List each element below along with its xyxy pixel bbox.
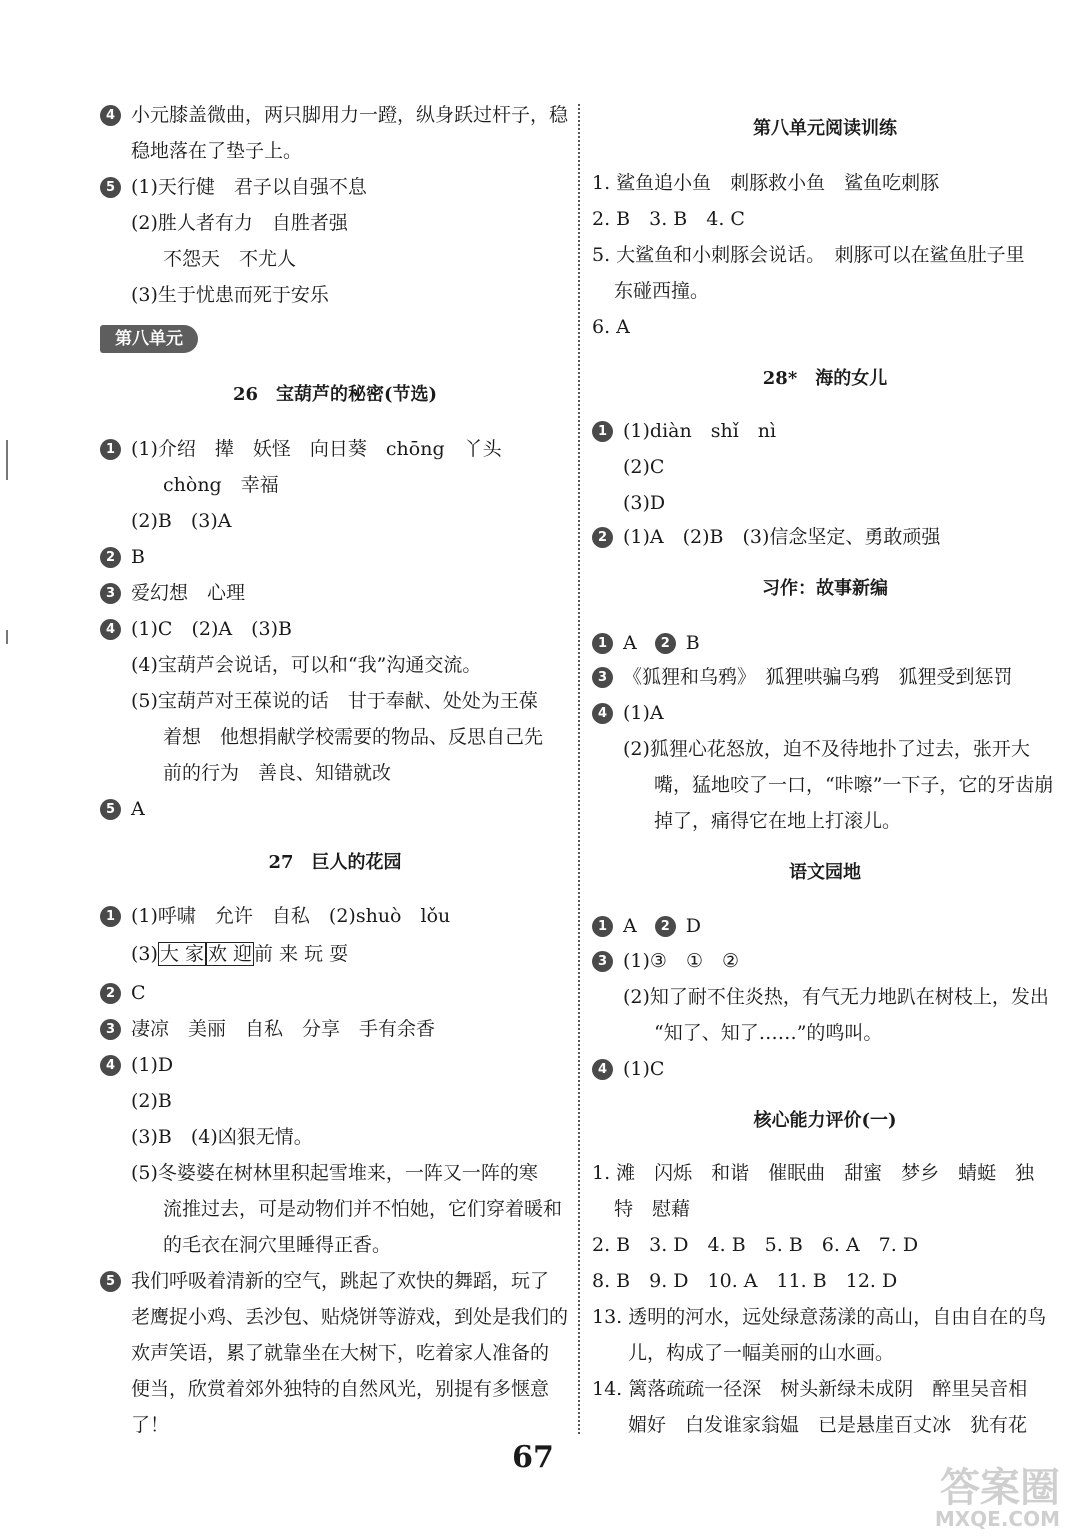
- unit-badge: 第八单元: [100, 325, 198, 353]
- column-divider: [578, 104, 580, 1434]
- binding-mark: [6, 440, 8, 480]
- answer-line: 1 A 2 D: [592, 913, 701, 939]
- watermark-url: MXQE.COM: [934, 1507, 1060, 1531]
- question-marker: 1: [592, 633, 613, 654]
- section-title: 26 宝葫芦的秘密(节选): [232, 384, 438, 405]
- answer-line: 1 A 2 B: [592, 630, 700, 656]
- question-marker: 3: [100, 1019, 121, 1040]
- question-marker: 3: [100, 583, 121, 604]
- boxed-word: 欢 迎: [207, 943, 253, 965]
- answer-line: 掉了，痛得它在地上打滚儿。: [654, 810, 902, 832]
- answer-line: 4 (1)C: [592, 1056, 664, 1082]
- answer-line: (2)B (3)A: [131, 510, 232, 532]
- page-number: 67: [512, 1440, 554, 1475]
- answer-line: 稳地落在了垫子上。: [131, 140, 303, 162]
- answer-line: 2 B: [100, 544, 145, 570]
- answer-line: 14. 篱落疏疏一径深 树头新绿未成阴 醉里吴音相: [592, 1378, 1028, 1400]
- question-marker: 3: [592, 667, 613, 688]
- question-marker: 5: [100, 177, 121, 198]
- answer-line: 的毛衣在洞穴里睡得正香。: [163, 1234, 392, 1256]
- answer-line: 1 (1)介绍 撵 妖怪 向日葵 chōng 丫头: [100, 436, 502, 462]
- answer-line: 13. 透明的河水，远处绿意荡漾的高山，自由自在的鸟: [592, 1306, 1047, 1328]
- question-marker: 4: [100, 619, 121, 640]
- section-title: 习作：故事新编: [762, 578, 888, 599]
- answer-line: (2)C: [623, 456, 665, 478]
- question-marker: 2: [100, 547, 121, 568]
- answer-line: 2. B 3. B 4. C: [592, 208, 745, 230]
- answer-line: (2)胜人者有力 自胜者强: [131, 212, 348, 234]
- question-marker: 4: [592, 1059, 613, 1080]
- answer-line: 3 爱幻想 心理: [100, 580, 245, 606]
- answer-line: 不怨天 不尤人: [163, 248, 297, 270]
- question-marker: 2: [655, 633, 676, 654]
- question-marker: 2: [100, 983, 121, 1004]
- section-title: 第八单元阅读训练: [753, 118, 897, 139]
- section-title: 语文园地: [789, 862, 861, 883]
- answer-line: 着想 他想捐献学校需要的物品、反思自己先: [163, 726, 544, 748]
- answer-line: 流推过去，可是动物们并不怕她，它们穿着暖和: [163, 1198, 563, 1220]
- answer-line: (2)B: [131, 1090, 172, 1112]
- answer-line: 3 《狐狸和乌鸦》 狐狸哄骗乌鸦 狐狸受到惩罚: [592, 664, 1013, 690]
- watermark: [870, 1465, 1060, 1534]
- question-marker: 4: [100, 105, 121, 126]
- question-marker: 1: [100, 906, 121, 927]
- answer-line: “知了、知了……”的鸣叫。: [654, 1022, 883, 1044]
- answer-line: 3 凄凉 美丽 自私 分享 手有余香: [100, 1016, 435, 1042]
- answer-line: (3)D: [623, 492, 666, 514]
- binding-mark: [6, 630, 8, 644]
- answer-line: 4 (1)A: [592, 700, 664, 726]
- answer-line: 特 慰藉: [614, 1198, 691, 1220]
- question-marker: 4: [592, 703, 613, 724]
- answer-line: (4)宝葫芦会说话，可以和“我”沟通交流。: [131, 654, 482, 676]
- answer-line: 嘴，猛地咬了一口，“咔嚓”一下子，它的牙齿崩: [654, 774, 1054, 796]
- section-title: 核心能力评价(一): [753, 1110, 897, 1131]
- answer-line: 3 (1)③ ① ②: [592, 948, 739, 974]
- question-marker: 1: [100, 439, 121, 460]
- answer-line: 老鹰捉小鸡、丢沙包、贴烧饼等游戏，到处是我们的: [131, 1306, 569, 1328]
- question-marker: 2: [592, 527, 613, 548]
- answer-line: (5)宝葫芦对王葆说的话 甘于奉献、处处为王葆: [131, 690, 538, 712]
- answer-line: 儿，构成了一幅美丽的山水画。: [628, 1342, 895, 1364]
- answer-line: 2. B 3. D 4. B 5. B 6. A 7. D: [592, 1234, 919, 1256]
- answer-line: 东碰西撞。: [614, 280, 710, 302]
- question-marker: 1: [592, 421, 613, 442]
- question-marker: 5: [100, 799, 121, 820]
- answer-line: 4 (1)D: [100, 1052, 173, 1078]
- answer-line: (2)狐狸心花怒放，迫不及待地扑了过去，张开大: [623, 738, 1030, 760]
- watermark-logo: 答案圈: [940, 1465, 1060, 1511]
- answer-line: 1. 鲨鱼追小鱼 刺豚救小鱼 鲨鱼吃刺豚: [592, 172, 940, 194]
- answer-line: 1. 滩 闪烁 和谐 催眠曲 甜蜜 梦乡 蜻蜓 独: [592, 1162, 1035, 1184]
- answer-line: chòng 幸福: [163, 474, 279, 496]
- answer-line: 1 (1)呼啸 允许 自私 (2)shuò lǒu: [100, 903, 450, 929]
- answer-line: 5 A: [100, 796, 145, 822]
- question-marker: 1: [592, 916, 613, 937]
- answer-line: 5. 大鲨鱼和小刺豚会说话。 刺豚可以在鲨鱼肚子里: [592, 244, 1025, 266]
- question-marker: 2: [655, 916, 676, 937]
- question-marker: 5: [100, 1271, 121, 1292]
- answer-line: 便当，欣赏着郊外独特的自然风光，别提有多惬意: [131, 1378, 550, 1400]
- answer-line: 5 我们呼吸着清新的空气，跳起了欢快的舞蹈，玩了: [100, 1268, 549, 1294]
- question-marker: 4: [100, 1055, 121, 1076]
- answer-line: 欢声笑语，累了就靠坐在大树下，吃着家人准备的: [131, 1342, 550, 1364]
- boxed-word: 大 家: [159, 943, 204, 965]
- question-marker: 3: [592, 951, 613, 972]
- answer-line: 1 (1)diàn shǐ nì: [592, 418, 776, 444]
- answer-line: 了！: [131, 1414, 170, 1436]
- answer-line: (3)生于忧患而死于安乐: [131, 284, 329, 306]
- answer-line: 媚好 白发谁家翁媪 已是悬崖百丈冰 犹有花: [628, 1414, 1028, 1436]
- answer-line: (5)冬婆婆在树林里积起雪堆来，一阵又一阵的寒: [131, 1162, 538, 1184]
- answer-line: 6. A: [592, 316, 630, 338]
- section-title: 27 巨人的花园: [268, 852, 402, 873]
- answer-line: 2 C: [100, 980, 146, 1006]
- answer-line: 8. B 9. D 10. A 11. B 12. D: [592, 1270, 898, 1292]
- answer-line: 4 (1)C (2)A (3)B: [100, 616, 292, 642]
- answer-line: 4 小元膝盖微曲，两只脚用力一蹬，纵身跃过杆子，稳: [100, 102, 568, 128]
- answer-line: 2 (1)A (2)B (3)信念坚定、勇敢顽强: [592, 524, 940, 550]
- answer-line: 前的行为 善良、知错就改: [163, 762, 392, 784]
- answer-line: (3) 大 家 欢 迎 前 来 玩 耍: [131, 943, 349, 965]
- answer-line: (3)B (4)凶狠无情。: [131, 1126, 313, 1148]
- answer-line: (2)知了耐不住炎热，有气无力地趴在树枝上，发出: [623, 986, 1049, 1008]
- answer-line: 5 (1)天行健 君子以自强不息: [100, 174, 367, 200]
- section-title: 28* 海的女儿: [762, 368, 888, 389]
